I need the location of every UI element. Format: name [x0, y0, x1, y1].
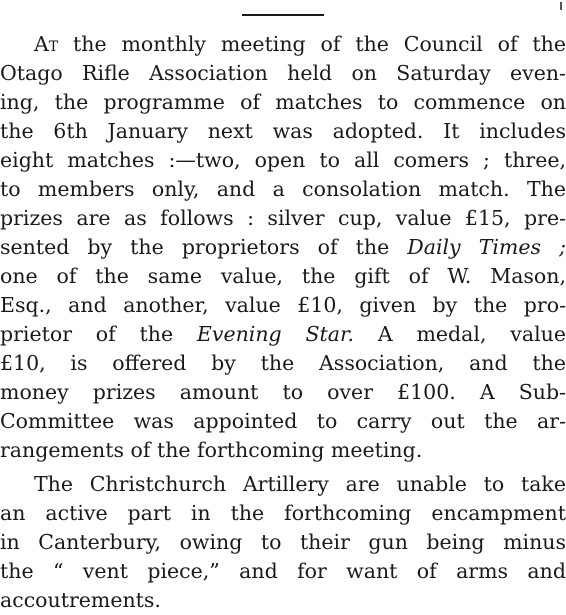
text-line: Otago Rifle Association held on Saturday even-: [0, 61, 566, 85]
text-line: The Christchurch Artillery are unable to take: [34, 472, 566, 496]
text-line: an active part in the forthcoming encampment: [0, 501, 566, 525]
text-line: money prizes amount to over £100. A Sub-: [0, 380, 566, 404]
text-line: in Canterbury, owing to their gun being minus: [0, 530, 566, 554]
text-line: prizes are as follows : silver cup, value £15, pre-: [0, 206, 566, 230]
drop-word: At: [34, 32, 59, 56]
text-line: the “ vent piece,” and for want of arms and: [0, 559, 566, 583]
text-line: ing, the programme of matches to commence on: [0, 90, 566, 114]
text-line: accoutrements.: [0, 588, 161, 612]
text-line: to members only, and a consolation match. The: [0, 177, 566, 201]
text-line: Esq., and another, value £10, given by the pro-: [0, 293, 566, 317]
text-line: the 6th January next was adopted. It includes: [0, 119, 566, 143]
text-line: eight matches :—two, open to all comers ; three,: [0, 148, 566, 172]
text-line: £10, is offered by the Association, and the: [0, 351, 566, 375]
print-speck: [560, 2, 562, 10]
text-line: At the monthly meeting of the Council of the: [34, 32, 566, 56]
newspaper-title: Daily Times ;: [407, 235, 566, 259]
text-line: prietor of the Evening Star. A medal, value: [0, 322, 566, 346]
text-line: Committee was appointed to carry out the ar-: [0, 409, 566, 433]
newspaper-title: Evening Star.: [196, 322, 355, 346]
text-line: sented by the proprietors of the Daily Times ;: [0, 235, 566, 259]
text-line: one of the same value, the gift of W. Mason,: [0, 264, 566, 288]
text-line: rangements of the forthcoming meeting.: [0, 438, 423, 462]
column-separator-rule: [242, 14, 324, 16]
